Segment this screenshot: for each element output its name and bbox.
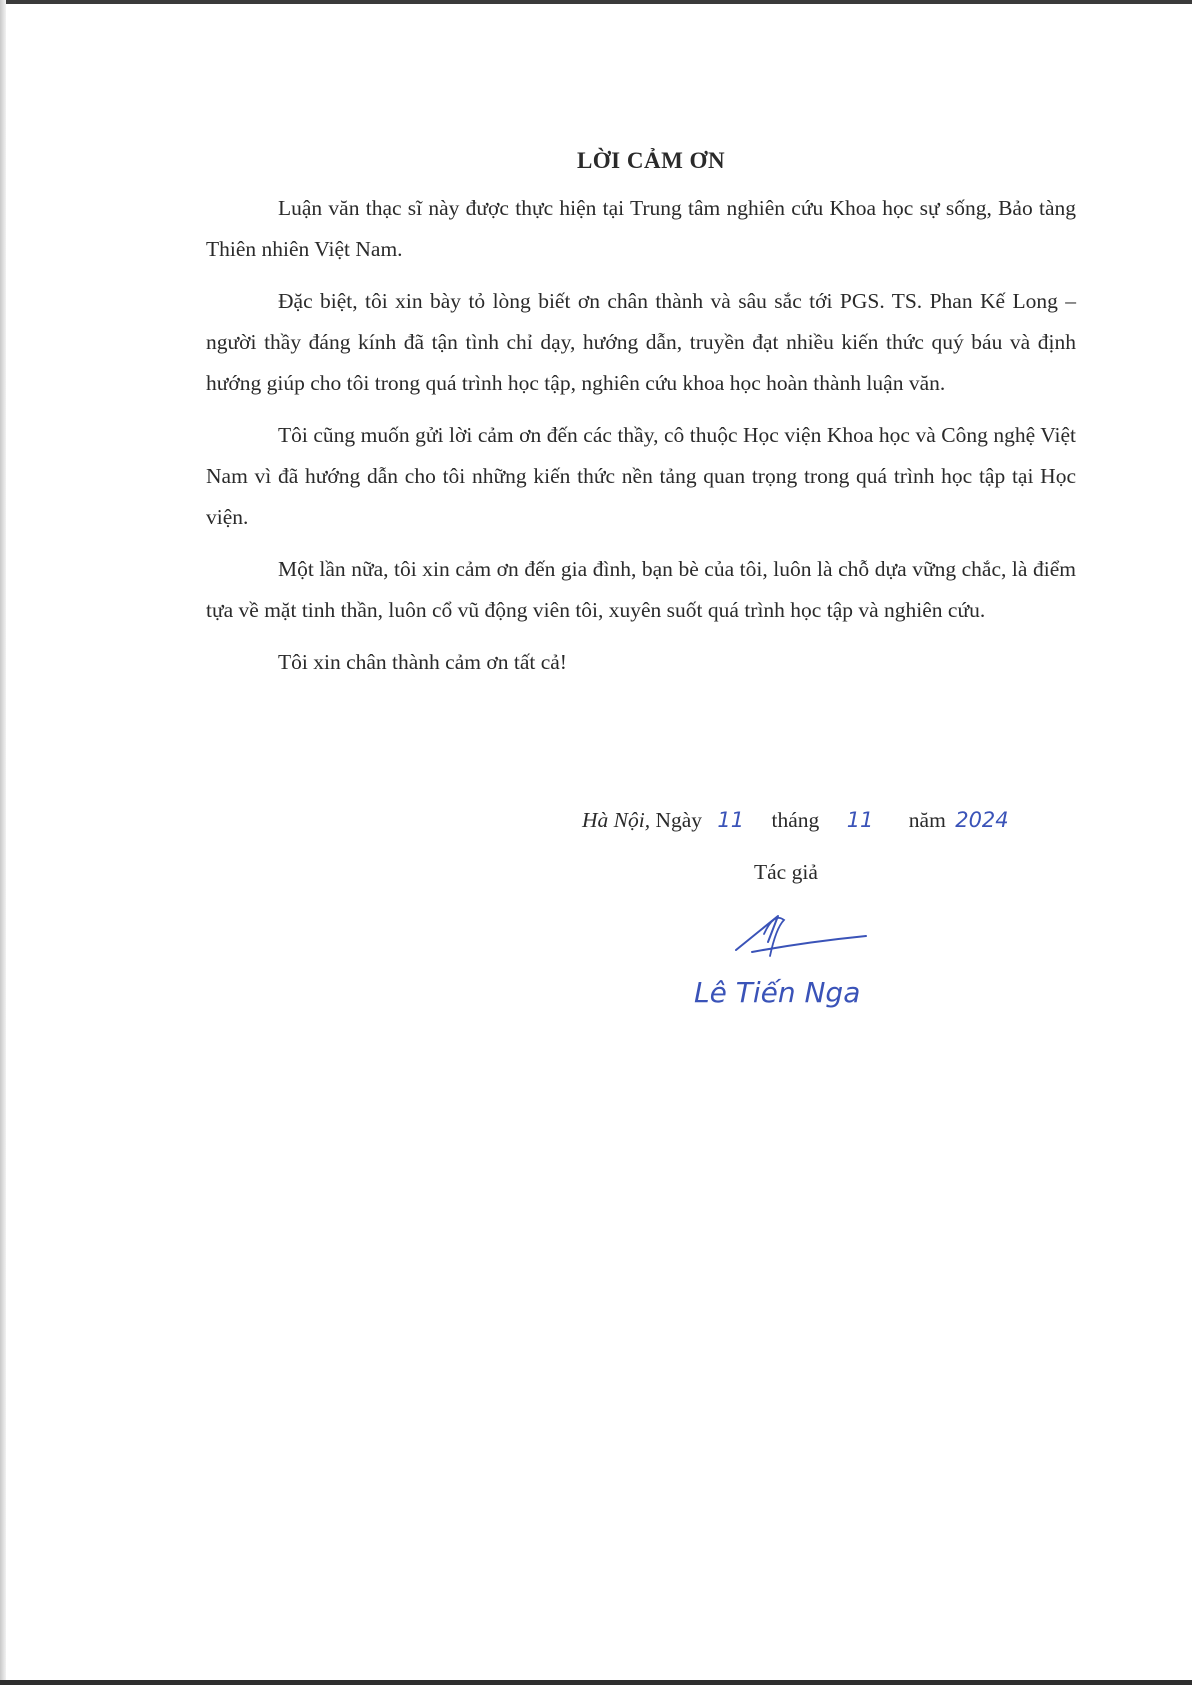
paragraph-2: Đặc biệt, tôi xin bày tỏ lòng biết ơn chân thành và sâu sắc tới PGS. TS. Phan Kế Long – người thầy đáng kính đã tận tình chỉ dạy, hướng dẫn, truyền đạt nhiều kiến thức quý báu và định hướng giúp cho tôi trong quá trình học tập, nghiên cứu khoa học hoàn thành luận văn. [206, 289, 1076, 395]
paragraph-5: Tôi xin chân thành cảm ơn tất cả! [278, 650, 567, 674]
place-name: Hà Nội, [582, 808, 651, 832]
signature-mark [716, 898, 876, 974]
month-label: tháng [771, 808, 820, 832]
paragraph-4: Một lần nữa, tôi xin cảm ơn đến gia đình, bạn bè của tôi, luôn là chỗ dựa vững chắc, là điểm tựa về mặt tinh thần, luôn cổ vũ động viên tôi, xuyên suốt quá trình học tập và nghiên cứu. [206, 557, 1076, 622]
year-value: 2024 [955, 808, 1009, 832]
acknowledgement-page [206, 148, 1076, 694]
year-label: năm [908, 808, 946, 832]
author-name: Lê Tiến Nga [694, 976, 861, 1009]
author-label: Tác giả [754, 860, 818, 884]
day-value: 11 [717, 808, 745, 832]
day-label: Ngày [655, 808, 703, 832]
date-line [582, 808, 1009, 833]
scan-edge-top [0, 0, 1192, 4]
paragraph-1: Luận văn thạc sĩ này được thực hiện tại Trung tâm nghiên cứu Khoa học sự sống, Bảo tàng Thiên nhiên Việt Nam. [206, 196, 1076, 261]
page-title: LỜI CẢM ƠN [576, 148, 726, 173]
scan-edge-bottom [0, 1680, 1192, 1685]
scan-edge-left [0, 0, 6, 1685]
month-value: 11 [846, 808, 874, 832]
paragraph-3: Tôi cũng muốn gửi lời cảm ơn đến các thầy, cô thuộc Học viện Khoa học và Công nghệ Việt Nam vì đã hướng dẫn cho tôi những kiến thức nền tảng quan trọng trong quá trình học tập tại Học viện. [206, 423, 1076, 529]
